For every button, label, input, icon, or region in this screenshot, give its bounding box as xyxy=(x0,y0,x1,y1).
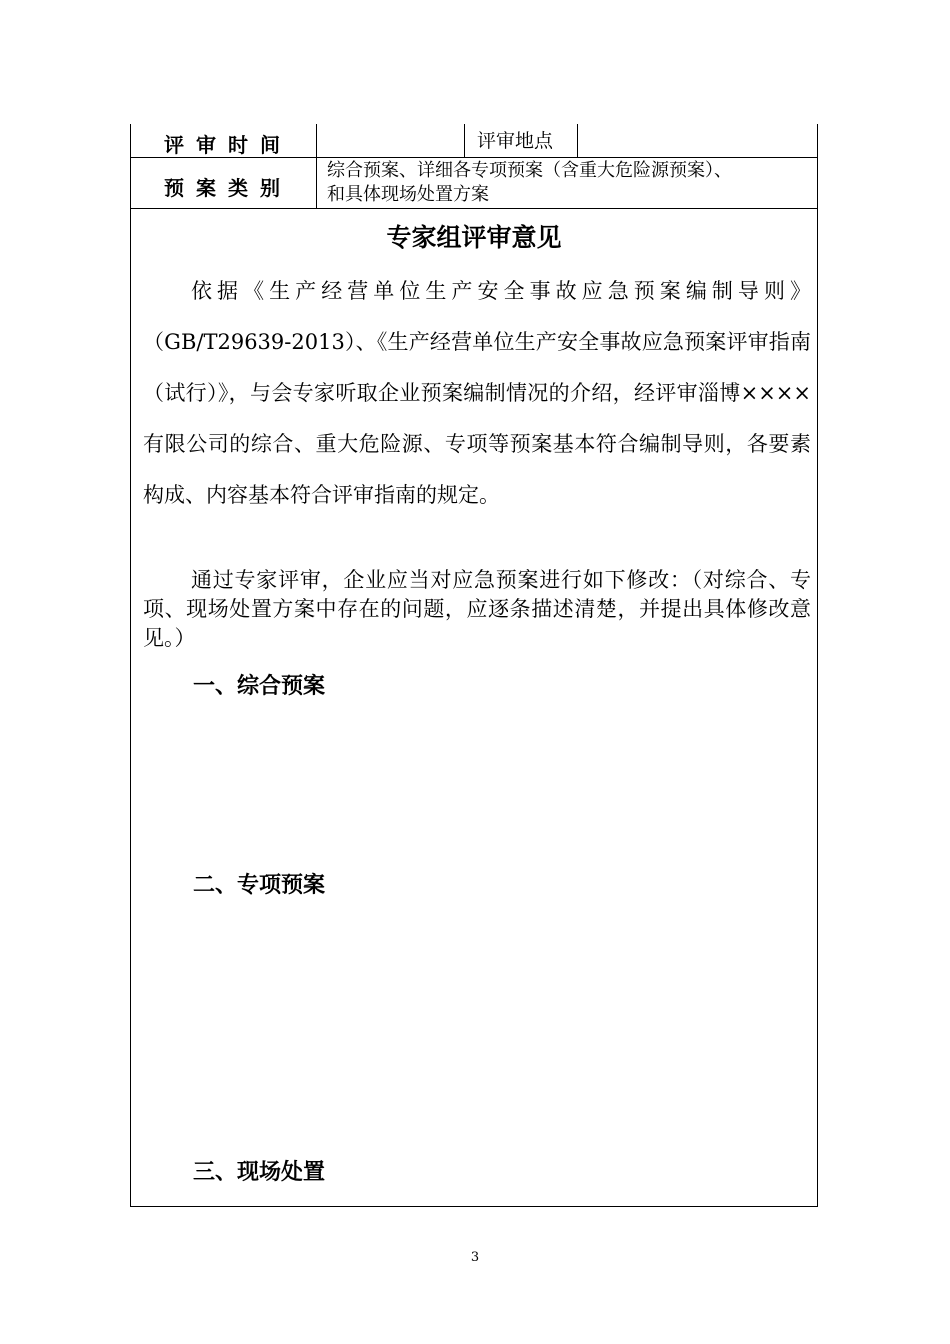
review-place-label: 评审地点 xyxy=(477,130,554,152)
plan-type-line1: 综合预案、详细各专项预案（含重大危险源预案）、 xyxy=(327,160,732,181)
col-divider-label xyxy=(316,124,317,208)
row-divider-2 xyxy=(130,208,818,209)
opinion-paragraph-basis: 依据《生产经营单位生产安全事故应急预案编制导则》（GB/T29639-2013）、《生产经营单位生产安全事故应急预案评审指南（试行）》，与会专家听取企业预案编制情况的介绍，经评审淄博××××有限公司的综合、重大危险源、专项等预案基本符合编制导则，各要素构成、内容基本符合评审指南的规定。 xyxy=(143,279,811,507)
review-time-label: 评审时间 xyxy=(164,133,292,157)
plan-type-label: 预案类别 xyxy=(164,176,292,200)
plan-type-line2: 和具体现场处置方案 xyxy=(327,184,489,205)
section-special-plan: 二、专项预案 xyxy=(193,873,326,898)
section-comprehensive-plan: 一、综合预案 xyxy=(193,674,326,699)
opinion-title: 专家组评审意见 xyxy=(386,223,562,252)
col-divider-place-label-left xyxy=(464,124,465,157)
section-onsite-disposal: 三、现场处置 xyxy=(193,1160,326,1185)
col-divider-place-label-right xyxy=(577,124,578,157)
opinion-paragraph-revision: 通过专家评审，企业应当对应急预案进行如下修改：（对综合、专项、现场处置方案中存在的问题，应逐条描述清楚，并提出具体修改意见。） xyxy=(143,568,811,650)
page-number: 3 xyxy=(470,1250,480,1265)
